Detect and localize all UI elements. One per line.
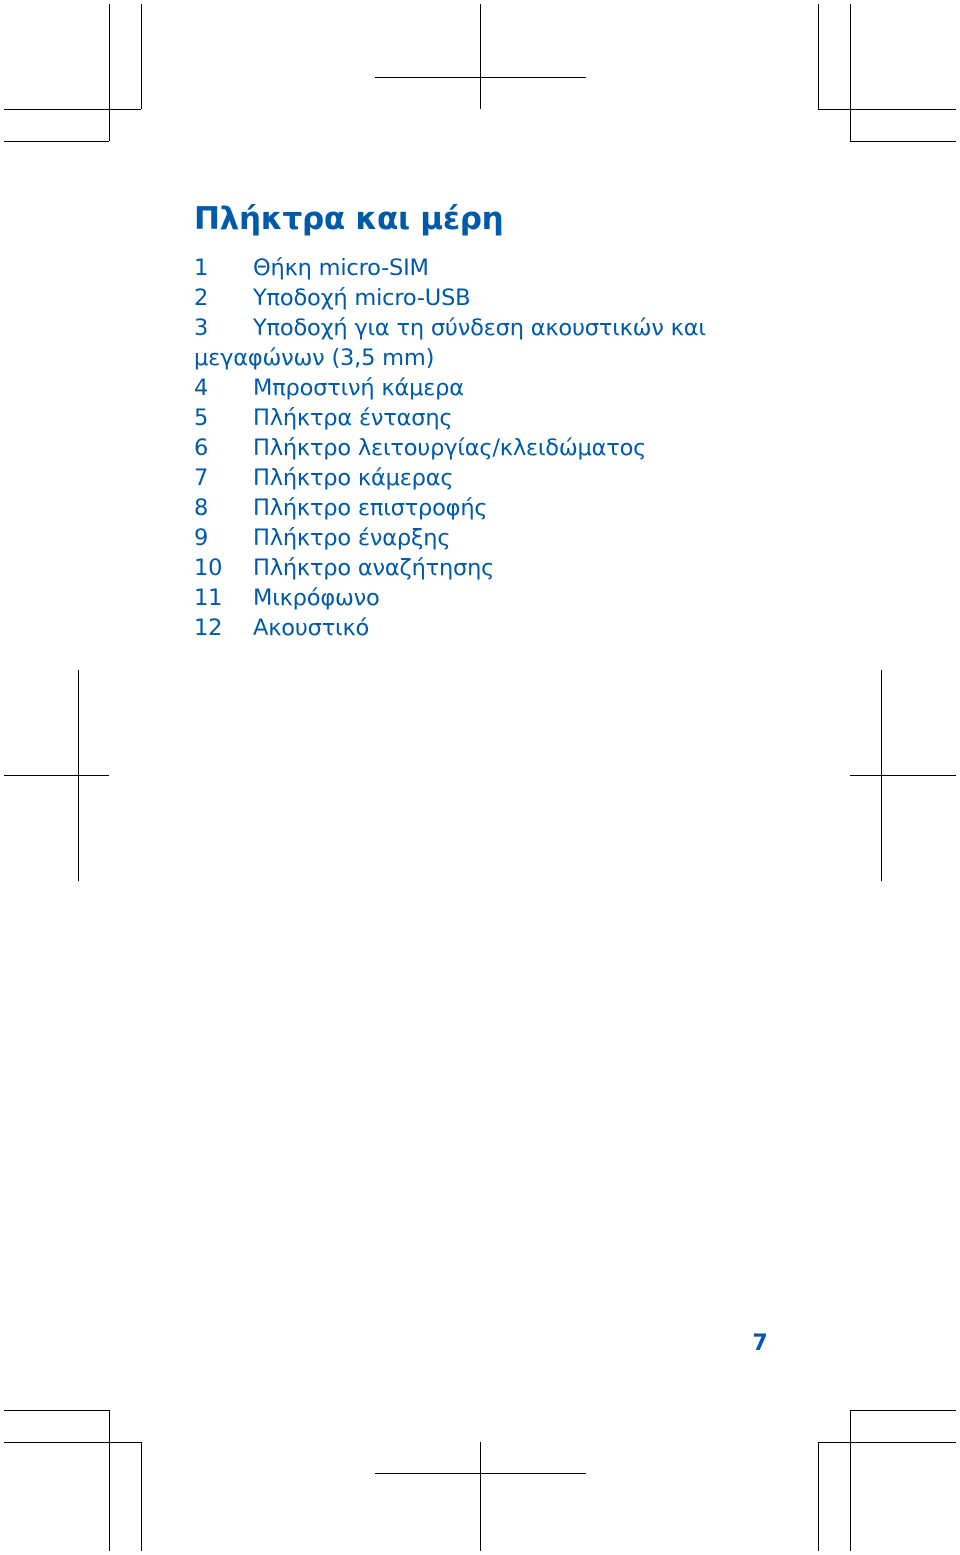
item-label: Πλήκτρο λειτουργίας/κλειδώματος: [253, 435, 647, 461]
item-label: Πλήκτρο κάμερας: [253, 465, 454, 491]
list-item: [194, 553, 794, 583]
item-number: 10: [194, 555, 223, 581]
list-item: [194, 523, 794, 553]
item-label: Μικρόφωνο: [253, 585, 380, 611]
item-label: Υποδοχή micro-USB: [253, 285, 471, 311]
list-item: [194, 253, 794, 283]
page-number: 7: [752, 1331, 768, 1356]
page-content: [194, 197, 794, 643]
page-title: Πλήκτρα και μέρη: [194, 201, 504, 237]
item-number: 1: [194, 255, 209, 281]
list-item: [194, 373, 794, 403]
list-item: [194, 613, 794, 643]
item-number: 9: [194, 525, 209, 551]
item-label: Μπροστινή κάμερα: [253, 375, 464, 401]
item-label: Πλήκτρο επιστροφής: [253, 495, 488, 521]
list-item: [194, 583, 794, 613]
list-item: [194, 403, 794, 433]
item-number: 11: [194, 585, 223, 611]
item-label: Πλήκτρο έναρξης: [253, 525, 451, 551]
item-number: 12: [194, 615, 223, 641]
item-number: 6: [194, 435, 209, 461]
item-label: Θήκη micro-SIM: [253, 255, 429, 281]
item-number: 2: [194, 285, 209, 311]
list-item: [194, 283, 794, 313]
item-label: Ακουστικό: [253, 615, 370, 641]
item-number: 3: [194, 315, 209, 341]
list-item: [194, 463, 794, 493]
item-number: 5: [194, 405, 209, 431]
item-label: Πλήκτρο αναζήτησης: [253, 555, 495, 581]
item-label: Υποδοχή για τη σύνδεση ακουστικών και μεγαφώνων (3,5 mm): [194, 315, 706, 371]
list-item: [194, 313, 794, 373]
list-item: [194, 433, 794, 463]
item-number: 4: [194, 375, 209, 401]
item-label: Πλήκτρα έντασης: [253, 405, 453, 431]
item-number: 7: [194, 465, 209, 491]
item-number: 8: [194, 495, 209, 521]
parts-list: [194, 253, 794, 643]
list-item: [194, 493, 794, 523]
